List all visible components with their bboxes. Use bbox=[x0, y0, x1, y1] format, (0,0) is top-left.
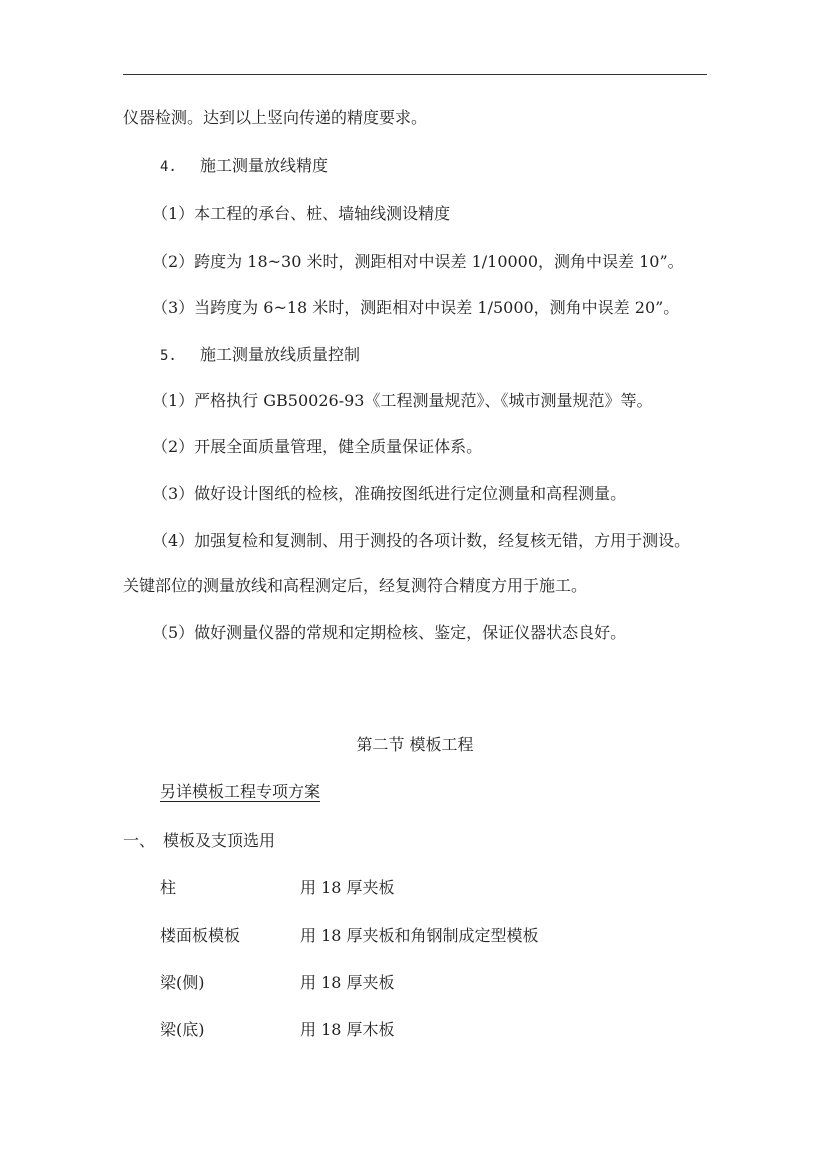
list-item: （5）做好测量仪器的常规和定期检核、鉴定，保证仪器状态良好。 bbox=[152, 623, 627, 642]
header-rule bbox=[123, 74, 707, 75]
row-spec: 用 18 厚夹板和角钢制成定型模板 bbox=[300, 926, 539, 945]
list-item: （4）加强复检和复测制、用于测投的各项计数，经复核无错，方用于测设。 bbox=[152, 531, 691, 550]
table-row bbox=[160, 926, 760, 946]
table-row bbox=[160, 1020, 760, 1040]
row-spec: 用 18 厚夹板 bbox=[300, 878, 395, 897]
list-item: （3）做好设计图纸的检核，准确按图纸进行定位测量和高程测量。 bbox=[152, 484, 627, 503]
subheading-title: 模板及支顶选用 bbox=[163, 831, 276, 850]
section-number: 5. bbox=[160, 348, 177, 364]
section-title: 第二节 模板工程 bbox=[356, 735, 474, 754]
list-item: （2）开展全面质量管理，健全质量保证体系。 bbox=[152, 437, 483, 456]
list-item: （1）本工程的承台、桩、墙轴线测设精度 bbox=[152, 204, 451, 223]
section-title: 施工测量放线精度 bbox=[200, 156, 329, 175]
row-item: 楼面板模板 bbox=[160, 926, 241, 945]
list-item: （3）当跨度为 6~18 米时，测距相对中误差 1/5000，测角中误差 20”。 bbox=[152, 298, 680, 317]
section-heading-5 bbox=[160, 345, 360, 366]
section-heading-4 bbox=[160, 156, 328, 177]
note: 另详模板工程专项方案 bbox=[160, 782, 321, 801]
paragraph: 仪器检测。达到以上竖向传递的精度要求。 bbox=[123, 108, 428, 127]
subheading bbox=[123, 831, 275, 851]
list-item: （1）严格执行 GB50026-93《工程测量规范》、《城市测量规范》等。 bbox=[152, 391, 653, 410]
table-row bbox=[160, 973, 760, 993]
list-item: （2）跨度为 18~30 米时，测距相对中误差 1/10000，测角中误差 10”。 bbox=[152, 252, 684, 271]
table-row bbox=[160, 878, 760, 898]
row-item: 梁(底) bbox=[160, 1020, 205, 1039]
section-title: 施工测量放线质量控制 bbox=[200, 345, 361, 364]
subheading-number: 一、 bbox=[123, 831, 156, 850]
paragraph: 关键部位的测量放线和高程测定后，经复测符合精度方用于施工。 bbox=[123, 576, 588, 595]
row-spec: 用 18 厚夹板 bbox=[300, 973, 395, 992]
row-item: 柱 bbox=[160, 878, 177, 897]
row-item: 梁(侧) bbox=[160, 973, 205, 992]
section-number: 4. bbox=[160, 159, 177, 175]
row-spec: 用 18 厚木板 bbox=[300, 1020, 395, 1039]
